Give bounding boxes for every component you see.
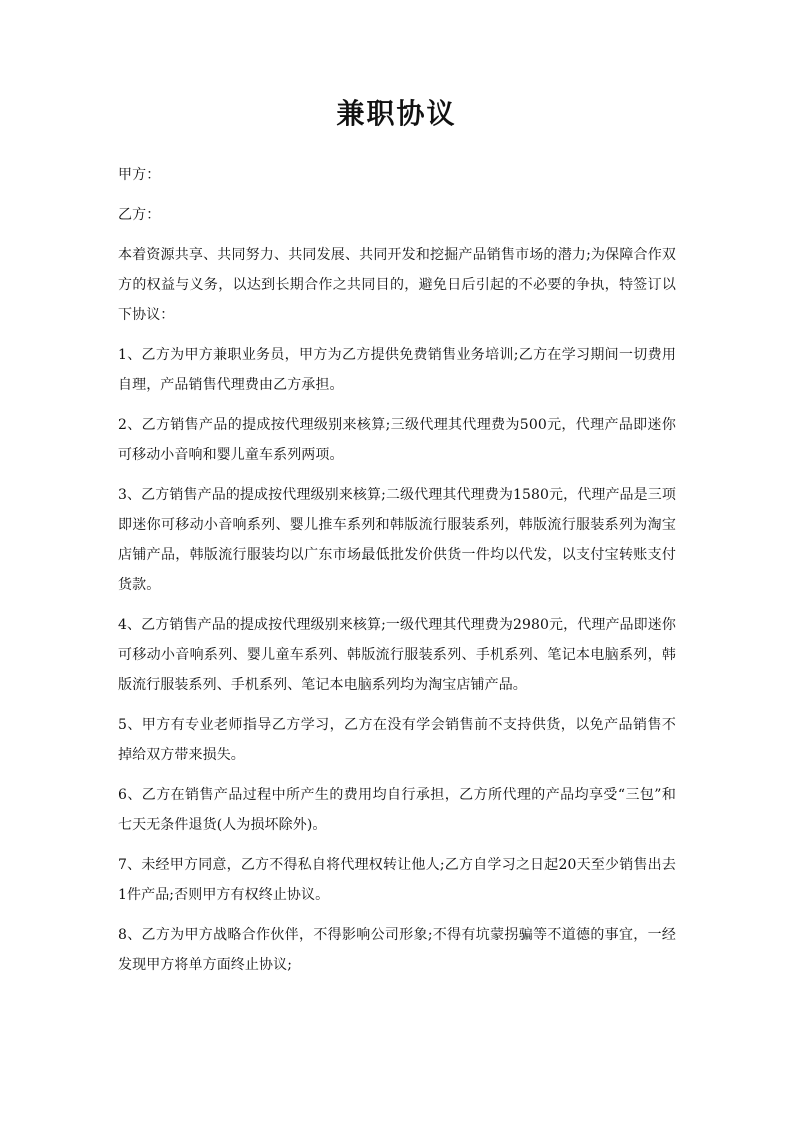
clause-5: 5、甲方有专业老师指导乙方学习，乙方在没有学会销售前不支持供货，以免产品销售不掉给双方带来损失。: [118, 717, 676, 763]
clause-4: 4、乙方销售产品的提成按代理级别来核算;一级代理其代理费为2980元，代理产品即迷你可移动小音响系列、婴儿童车系列、韩版流行服装系列、手机系列、笔记本电脑系列，韩版流行服装系列、手机系列、笔记本电脑系列均为淘宝店铺产品。: [118, 617, 676, 693]
document-body: [118, 160, 676, 990]
preamble-paragraph: 本着资源共享、共同努力、共同发展、共同开发和挖掘产品销售市场的潜力;为保障合作双方的权益与义务，以达到长期合作之共同目的，避免日后引起的不必要的争执，特签订以下协议：: [118, 247, 676, 323]
clause-7: 7、未经甲方同意，乙方不得私自将代理权转让他人;乙方自学习之日起20天至少销售出去1件产品;否则甲方有权终止协议。: [118, 857, 676, 903]
clause-2: 2、乙方销售产品的提成按代理级别来核算;三级代理其代理费为500元，代理产品即迷你可移动小音响和婴儿童车系列两项。: [118, 417, 676, 463]
party-b-line: 乙方：: [118, 207, 161, 223]
clause-6: 6、乙方在销售产品过程中所产生的费用均自行承担，乙方所代理的产品均享受“三包”和七天无条件退货(人为损坏除外)。: [118, 787, 676, 833]
clause-8: 8、乙方为甲方战略合作伙伴，不得影响公司形象;不得有坑蒙拐骗等不道德的事宜，一经发现甲方将单方面终止协议;: [118, 927, 676, 973]
document-title: 兼职协议: [336, 97, 457, 130]
clause-1: 1、乙方为甲方兼职业务员，甲方为乙方提供免费销售业务培训;乙方在学习期间一切费用自理，产品销售代理费由乙方承担。: [118, 347, 676, 393]
clause-3: 3、乙方销售产品的提成按代理级别来核算;二级代理其代理费为1580元，代理产品是三项即迷你可移动小音响系列、婴儿推车系列和韩版流行服装系列，韩版流行服装系列为淘宝店铺产品，韩版流行服装均以广东市场最低批发价供货一件均以代发，以支付宝转账支付货款。: [118, 487, 676, 593]
party-a-line: 甲方：: [118, 167, 161, 183]
